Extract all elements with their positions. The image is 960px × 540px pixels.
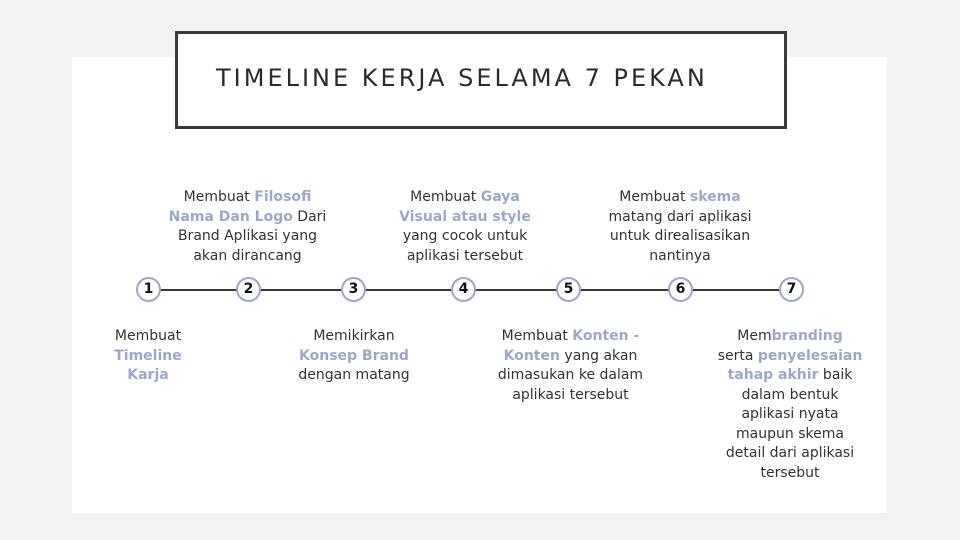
step-5-description: Membuat Konten - Konten yang akan dimasukan ke dalam aplikasi tersebut	[497, 328, 644, 403]
timeline-node-4: 4	[451, 277, 476, 302]
timeline-node-6: 6	[668, 277, 693, 302]
timeline-node-1: 1	[136, 277, 161, 302]
step-1-description: Membuat Timeline Karja	[114, 328, 182, 383]
timeline-node-5: 5	[556, 277, 581, 302]
step-4-description: Membuat Gaya Visual atau style yang cocok untuk aplikasi tersebut	[399, 189, 531, 264]
step-7-description: Membranding serta penyelesaian tahap akhir baik dalam bentuk aplikasi nyata maupun skema detail dari aplikasi tersebut	[717, 328, 863, 481]
timeline-node-7: 7	[779, 277, 804, 302]
step-3-description: Memikirkan Konsep Brand dengan matang	[298, 328, 410, 383]
timeline-node-3: 3	[341, 277, 366, 302]
step-6-description: Membuat skema matang dari aplikasi untuk direalisasikan nantinya	[608, 189, 752, 264]
timeline-node-2: 2	[236, 277, 261, 302]
title-box	[175, 31, 787, 129]
page-title: TIMELINE KERJA SELAMA 7 PEKAN	[216, 64, 708, 92]
step-2-description: Membuat Filosofi Nama Dan Logo Dari Brand Aplikasi yang akan dirancang	[168, 189, 327, 264]
